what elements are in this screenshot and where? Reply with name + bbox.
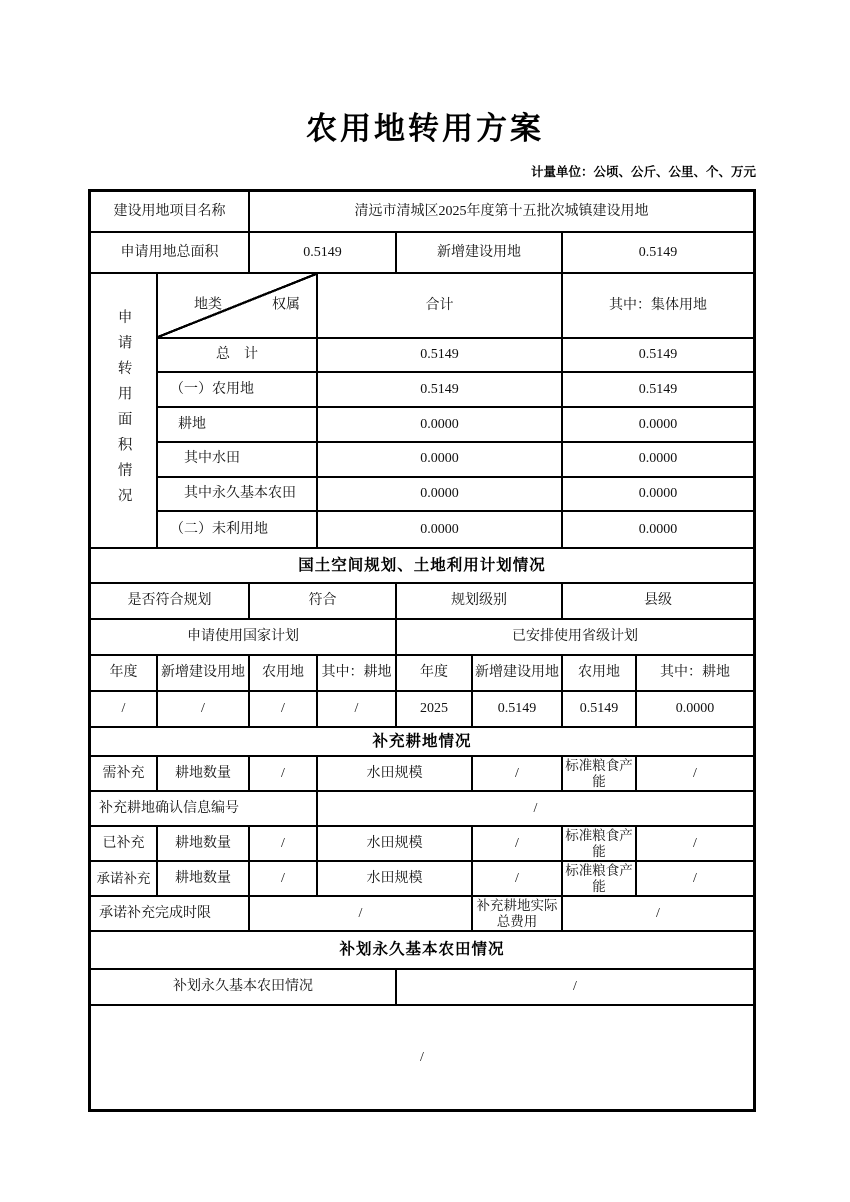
diag-ownership-label: 权属 xyxy=(272,297,300,313)
form-table xyxy=(88,189,756,1112)
col-header: 新增建设用地 xyxy=(473,656,563,690)
transfer-side-label: 申请转用面积情况 xyxy=(115,308,132,513)
provincial-plan-label: 已安排使用省级计划 xyxy=(512,629,638,645)
planning-section-title: 国土空间规划、土地利用计划情况 xyxy=(298,556,546,574)
confirmation-value: / xyxy=(533,800,538,816)
table-row xyxy=(158,443,753,478)
paddy-label: 水田规模 xyxy=(318,862,473,895)
col-header: 农用地 xyxy=(563,656,637,690)
planning-section-header-row xyxy=(91,549,753,584)
farmland-label: 补划永久基本农田情况 xyxy=(91,970,397,1004)
plan-value: / xyxy=(158,692,250,726)
plan-level-value: 县级 xyxy=(644,593,672,609)
supplement-category: 已补充 xyxy=(91,827,158,860)
supplement-category: 承诺补充 xyxy=(91,862,158,895)
national-plan-label: 申请使用国家计划 xyxy=(91,620,397,654)
row-total: 0.0000 xyxy=(318,512,563,547)
qty-value: / xyxy=(250,862,318,895)
compliance-value: 符合 xyxy=(250,584,397,618)
project-name-label: 建设用地项目名称 xyxy=(91,192,250,231)
farmland-section-header-row xyxy=(91,932,753,970)
col-header: 其中：耕地 xyxy=(318,656,397,690)
cost-label: 补充耕地实际总费用 xyxy=(473,897,563,930)
transfer-header-row xyxy=(158,274,753,339)
table-row xyxy=(158,339,753,374)
diag-land-type-label: 地类 xyxy=(194,297,222,313)
row-collective: 0.0000 xyxy=(638,451,678,467)
project-name-row xyxy=(91,192,753,233)
row-collective: 0.0000 xyxy=(638,416,678,432)
paddy-label: 水田规模 xyxy=(318,757,473,790)
supplement-category: 需补充 xyxy=(91,757,158,790)
paddy-value: / xyxy=(473,827,563,860)
col-header: 新增建设用地 xyxy=(158,656,250,690)
supplement-row-need xyxy=(91,757,753,792)
compliance-row xyxy=(91,584,753,620)
total-area-value: 0.5149 xyxy=(250,233,397,272)
farmland-row xyxy=(91,970,753,1006)
transfer-area-section xyxy=(91,274,753,549)
row-total: 0.0000 xyxy=(318,443,563,476)
row-label: 总 计 xyxy=(158,339,318,372)
confirmation-row xyxy=(91,792,753,827)
col-header-collective: 其中：集体用地 xyxy=(609,297,707,313)
compliance-label: 是否符合规划 xyxy=(91,584,250,618)
diagonal-header-cell xyxy=(158,274,318,337)
grain-label: 标准粮食产能 xyxy=(563,827,637,860)
row-collective: 0.5149 xyxy=(638,347,678,363)
qty-label: 耕地数量 xyxy=(158,827,250,860)
supplement-section-title: 补充耕地情况 xyxy=(372,732,472,750)
project-name-value: 清远市清城区2025年度第十五批次城镇建设用地 xyxy=(354,203,649,219)
row-label: 其中永久基本农田 xyxy=(158,478,318,511)
qty-label: 耕地数量 xyxy=(158,862,250,895)
new-construction-value: 0.5149 xyxy=(638,244,678,260)
grain-label: 标准粮食产能 xyxy=(563,757,637,790)
table-row xyxy=(158,373,753,408)
supplement-row-promised xyxy=(91,862,753,897)
qty-value: / xyxy=(250,757,318,790)
row-total: 0.5149 xyxy=(318,373,563,406)
grain-value: / xyxy=(693,870,697,886)
deadline-value: / xyxy=(250,897,473,930)
table-row xyxy=(158,512,753,547)
total-area-row xyxy=(91,233,753,274)
row-collective: 0.0000 xyxy=(638,521,678,537)
qty-value: / xyxy=(250,827,318,860)
total-area-label: 申请用地总面积 xyxy=(91,233,250,272)
plan-columns-header-row xyxy=(91,656,753,692)
row-collective: 0.0000 xyxy=(638,486,678,502)
page-title: 农用地转用方案 xyxy=(306,111,544,146)
deadline-label: 承诺补充完成时限 xyxy=(91,897,250,930)
row-total: 0.0000 xyxy=(318,408,563,441)
plan-values-row xyxy=(91,692,753,728)
row-label: 耕地 xyxy=(158,408,318,441)
grain-value: / xyxy=(693,765,697,781)
row-collective: 0.5149 xyxy=(638,381,678,397)
supplement-row-done xyxy=(91,827,753,862)
col-header-total: 合计 xyxy=(318,274,563,337)
cost-value: / xyxy=(656,905,660,921)
plan-type-row xyxy=(91,620,753,656)
col-header: 其中：耕地 xyxy=(660,665,730,681)
col-header: 年度 xyxy=(91,656,158,690)
transfer-subtable xyxy=(158,274,753,547)
unit-note: 计量单位：公顷、公斤、公里、个、万元 xyxy=(530,165,756,179)
row-label: （一）农用地 xyxy=(158,373,318,406)
confirmation-label: 补充耕地确认信息编号 xyxy=(91,792,318,825)
plan-value: 0.0000 xyxy=(675,701,715,717)
remark-row xyxy=(91,1006,753,1109)
row-total: 0.5149 xyxy=(318,339,563,372)
paddy-value: / xyxy=(473,862,563,895)
row-label: （二）未利用地 xyxy=(158,512,318,547)
plan-value: 0.5149 xyxy=(473,692,563,726)
transfer-side-header xyxy=(91,274,158,547)
new-construction-label: 新增建设用地 xyxy=(397,233,563,272)
remark-value: / xyxy=(420,1049,424,1065)
supplement-section-header-row xyxy=(91,728,753,757)
deadline-row xyxy=(91,897,753,932)
row-total: 0.0000 xyxy=(318,478,563,511)
table-row xyxy=(158,408,753,443)
plan-value: 0.5149 xyxy=(563,692,637,726)
grain-value: / xyxy=(693,835,697,851)
row-label: 其中水田 xyxy=(158,443,318,476)
farmland-value: / xyxy=(573,979,577,995)
plan-value: / xyxy=(318,692,397,726)
paddy-value: / xyxy=(473,757,563,790)
farmland-section-title: 补划永久基本农田情况 xyxy=(339,941,505,959)
plan-level-label: 规划级别 xyxy=(397,584,563,618)
col-header: 年度 xyxy=(397,656,473,690)
paddy-label: 水田规模 xyxy=(318,827,473,860)
plan-value: / xyxy=(91,692,158,726)
plan-value: / xyxy=(250,692,318,726)
grain-label: 标准粮食产能 xyxy=(563,862,637,895)
col-header: 农用地 xyxy=(250,656,318,690)
plan-value: 2025 xyxy=(397,692,473,726)
table-row xyxy=(158,478,753,513)
qty-label: 耕地数量 xyxy=(158,757,250,790)
